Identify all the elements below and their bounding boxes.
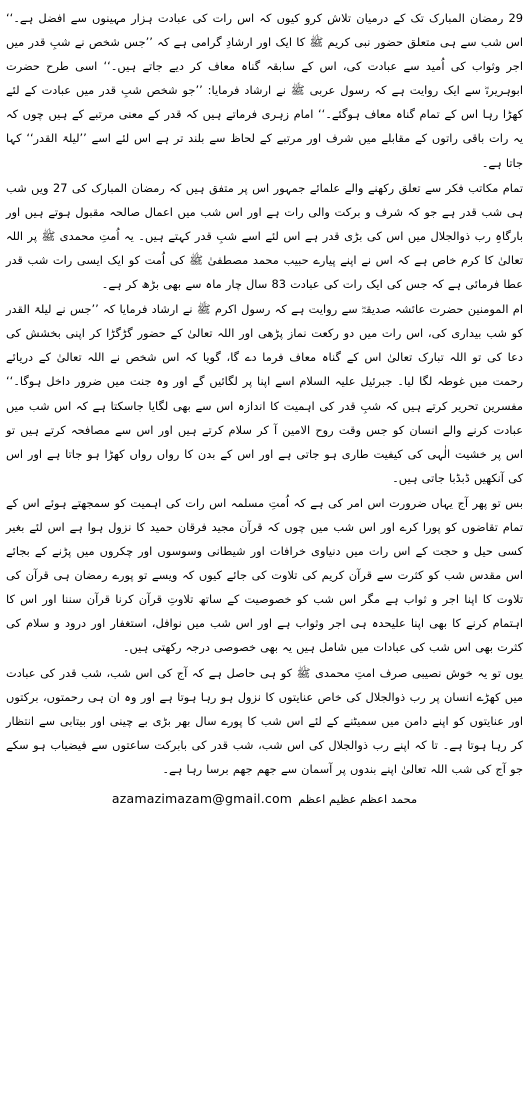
paragraph-3: ام المومنین حضرت عائشہ صدیقہؓ سے روایت ہے کہ رسول اکرم ﷺ نے ارشاد فرمایا کہ ’’جس نے لیلۃ القدر کو شب بیداری کی، اس رات میں دو رکعت نماز پڑھی اور اللہ تعالیٰ کے حضور گڑگڑا کر اپنی بخشش کی دعا کی تو اللہ تبارک تعالیٰ اس کے گناہ معاف فرما دے گا، گویا کہ اس شخص نے اللہ تعالیٰ کے دریائے رحمت میں غوطہ لگا لیا۔ جبرئیل علیہ السلام اسے اپنا پر لگائیں گے اور وہ جنت میں ضرور داخل ہوگا۔‘‘ مفسرین تحریر کرتے ہیں کہ شبِ قدر کی اہمیت کا اندازہ اس سے بھی لگایا جاسکتا ہے کہ اس شب میں عبادت کرنے والے انسان کو جس وقت روح الامین آ کر سلام کرتے ہیں اور اس سے مصافحہ کرتے ہیں تو اس پر خشیت الٰہی کی کیفیت طاری ہو جاتی ہے اور اس کے بدن کا رواں رواں کھڑا ہو جاتا ہے اور اس کی آنکھیں ڈبڈبا جاتی ہیں۔ <box>6 302 523 485</box>
author-email[interactable]: azamazimazam@gmail.com <box>111 791 293 806</box>
author-signature <box>6 787 523 811</box>
paragraph-2: تمام مکاتب فکر سے تعلق رکھنے والے علمائے جمہور اس پر متفق ہیں کہ رمضان المبارک کی 27 ویں شب ہی شب قدر ہے جو کہ شرف و برکت والی رات ہے اور اس شب میں اعمال صالحہ مقبول ہوتے ہیں اور بارگاہِ رب ذوالجلال میں اس کی بڑی قدر ہے اس لئے اسے شبِ قدر کہتے ہیں۔ یہ اُمتِ محمدی ﷺ پر اللہ تعالیٰ کا کرم خاص ہے کہ اس نے اپنے پیارے حبیب محمد مصطفیٰ ﷺ کی اُمت کو ایک ایسی رات شب قدر عطا فرمائی ہے کہ جس کی ایک رات کی عبادت 83 سال چار ماہ سے بھی بڑھ کر ہے۔ <box>6 180 524 292</box>
paragraph-5: یوں تو یہ خوش نصیبی صرف امتِ محمدی ﷺ کو ہی حاصل ہے کہ آج کی اس شب، شب قدر کی عبادت میں کھڑے انسان پر رب ذوالجلال کی خاص عنایتوں کا نزول ہو رہا ہوتا ہے اور وہ ان ہی رحمتوں، برکتوں اور عنایتوں کو اپنے دامن میں سمیٹنے کے لئے اس شب کا پورے سال بھر بڑی بے چینی اور بیتابی سے انتظار کر رہا ہوتا ہے۔ تا کہ اپنے رب ذوالجلال کی اس شب، شب قدر کی بابرکت ساعتوں سے فیضیاب ہو سکے جو آج کی شب اللہ تعالیٰ اپنے بندوں پر آسمان سے جھم جھم برسا رہا ہے۔ <box>6 665 523 776</box>
author-name: محمد اعظم عظیم اعظم <box>298 792 418 806</box>
paragraph-1: 29 رمضان المبارک تک کے درمیان تلاش کرو کیوں کہ اس رات کی عبادت ہزار مہینوں سے افضل ہے۔‘‘ اس شب سے ہی متعلق حضور نبی کریم ﷺ کا ایک اور ارشادِ گرامی ہے کہ ’’جس شخص نے شبِ قدر میں اجر وثواب کی اُمید سے عبادت کی، اس کے سابقہ گناہ معاف کر دیے جاتے ہیں۔‘‘ اسی طرح حضرت ابوہریرہؓ سے ایک روایت ہے کہ رسول عربی ﷺ نے ارشاد فرمایا: ’’جو شخص شبِ قدر میں عبادت کے لئے کھڑا رہا اس کے تمام گناہ معاف ہوگئے۔‘‘ امام زہری فرماتے ہیں کہ قدر کے معنی مرتبے کے ہیں چوں کہ یہ رات باقی راتوں کے مقابلے میں شرف اور مرتبے کے لحاظ سے بلند تر ہے اس لئے اسے ’’لیلۃ القدر‘‘ کہا جاتا ہے۔ <box>6 11 523 170</box>
paragraph-4: بس تو پھر آج یہاں ضرورت اس امر کی ہے کہ اُمتِ مسلمہ اس رات کی اہمیت کو سمجھتے ہوئے اس کے تمام تقاضوں کو پورا کرے اور اس شب میں چوں کہ قرآن مجید فرقان حمید کا نزول ہوا ہے اس لئے بغیر کسی حیل و حجت کے اس رات میں دنیاوی خرافات اور شیطانی وسوسوں اور چکروں میں پڑنے کے بجائے اس مقدس شب کو کثرت سے قرآن کریم کی تلاوت کی جائے کیوں کہ ویسے تو پورے رمضان ہی قرآن کی تلاوت کا اپنا اجر و ثواب ہے مگر اس شب کو خصوصیت کے ساتھ تلاوتِ قرآن کرنا قرآن سننا اور اس کا اہتمام کرنے کا بھی اپنا علیحدہ ہی اجر وثواب ہے اور اس شب میں نوافل، استغفار اور درود و سلام کی کثرت بھی اس شب کی عبادات میں شامل ہیں یہ بھی خصوصی درجہ رکھتی ہیں۔ <box>6 495 523 655</box>
